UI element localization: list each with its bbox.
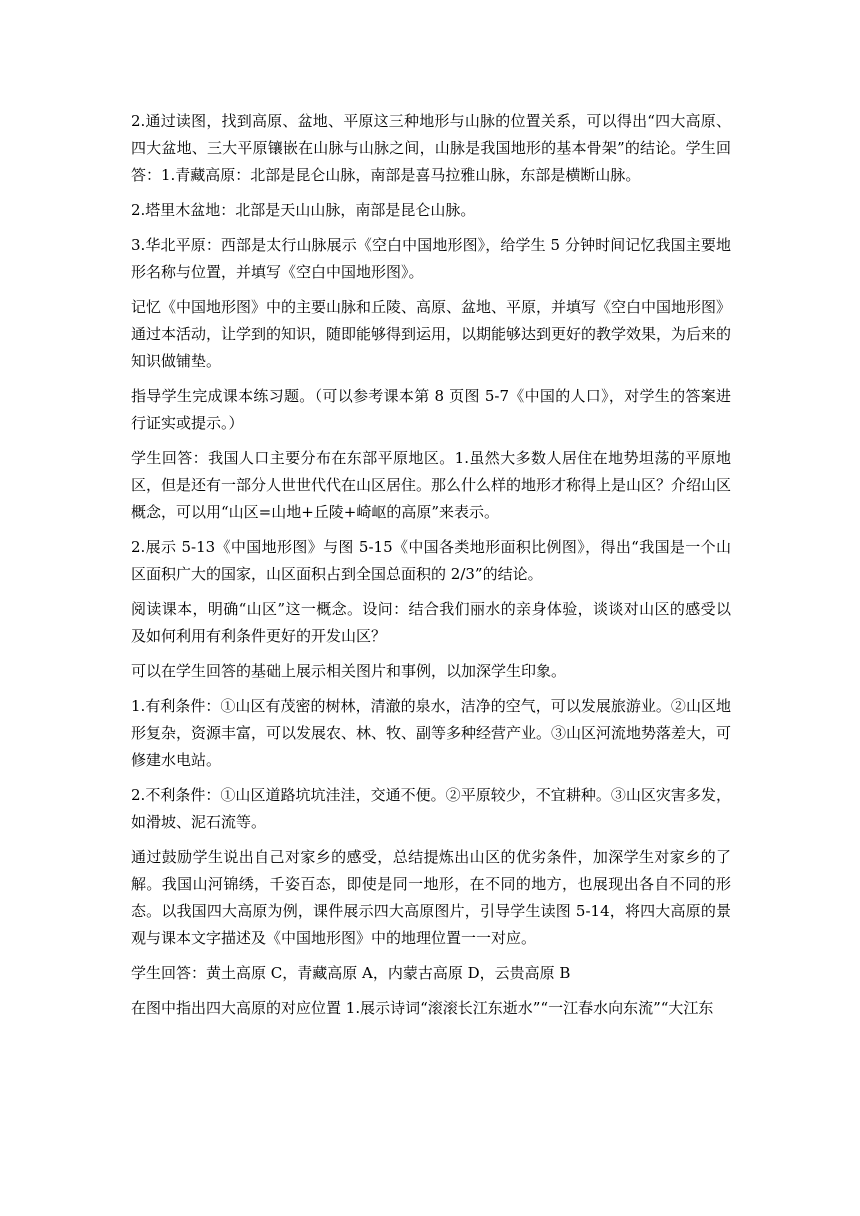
paragraph-10: 1.有利条件：①山区有茂密的树林，清澈的泉水，洁净的空气，可以发展旅游业。②山区地形复杂，资源丰富，可以发展农、林、牧、副等多种经营产业。③山区河流地势落差大，可修建水电站。 bbox=[131, 697, 732, 769]
paragraph-9: 可以在学生回答的基础上展示相关图片和事例，以加深学生印象。 bbox=[131, 662, 567, 680]
paragraph-6: 学生回答：我国人口主要分布在东部平原地区。1.虽然大多数人居住在地势坦荡的平原地区，但是还有一部分人世世代代在山区居住。那么什么样的地形才称得上是山区？介绍山区概念，可以用“山区=山地+丘陵+崎岖的高原”来表示。 bbox=[131, 449, 732, 521]
paragraph-5: 指导学生完成课本练习题。（可以参考课本第 8 页图 5-7《中国的人口》，对学生的答案进行证实或提示。） bbox=[131, 387, 731, 432]
paragraph-7: 2.展示 5-13《中国地形图》与图 5-15《中国各类地形面积比例图》，得出“我国是一个山区面积广大的国家，山区面积占到全国总面积的 2/3”的结论。 bbox=[131, 538, 731, 583]
paragraph-2: 2.塔里木盆地：北部是天山山脉，南部是昆仑山脉。 bbox=[131, 201, 476, 219]
paragraph-14: 在图中指出四大高原的对应位置 1.展示诗词“滚滚长江东逝水”“一江春水向东流”“大江东 bbox=[131, 999, 714, 1017]
paragraph-3: 3.华北平原：西部是太行山脉展示《空白中国地形图》，给学生 5 分钟时间记忆我国主要地形名称与位置，并填写《空白中国地形图》。 bbox=[131, 236, 731, 281]
paragraph-1: 2.通过读图，找到高原、盆地、平原这三种地形与山脉的位置关系，可以得出“四大高原、四大盆地、三大平原镶嵌在山脉与山脉之间，山脉是我国地形的基本骨架”的结论。学生回答：1.青藏高原：北部是昆仑山脉，南部是喜马拉雅山脉，东部是横断山脉。 bbox=[131, 112, 731, 184]
paragraph-8: 阅读课本，明确“山区”这一概念。设问：结合我们丽水的亲身体验，谈谈对山区的感受以及如何利用有利条件更好的开发山区？ bbox=[131, 600, 731, 645]
document-body bbox=[131, 108, 731, 1030]
paragraph-11: 2.不利条件：①山区道路坑坑洼洼，交通不便。②平原较少，不宜耕种。③山区灾害多发，如滑坡、泥石流等。 bbox=[131, 786, 731, 831]
paragraph-13: 学生回答：黄土高原 C，青藏高原 A，内蒙古高原 D，云贵高原 B bbox=[131, 964, 571, 982]
paragraph-4: 记忆《中国地形图》中的主要山脉和丘陵、高原、盆地、平原，并填写《空白中国地形图》通过本活动，让学到的知识，随即能够得到运用，以期能够达到更好的教学效果，为后来的知识做铺垫。 bbox=[131, 298, 732, 370]
paragraph-12: 通过鼓励学生说出自己对家乡的感受，总结提炼出山区的优劣条件，加深学生对家乡的了解。我国山河锦绣，千姿百态，即使是同一地形，在不同的地方，也展现出各自不同的形态。以我国四大高原为例，课件展示四大高原图片，引导学生读图 5-14，将四大高原的景观与课本文字描述及《中国地形图》中的地理位置一一对应。 bbox=[131, 848, 731, 947]
